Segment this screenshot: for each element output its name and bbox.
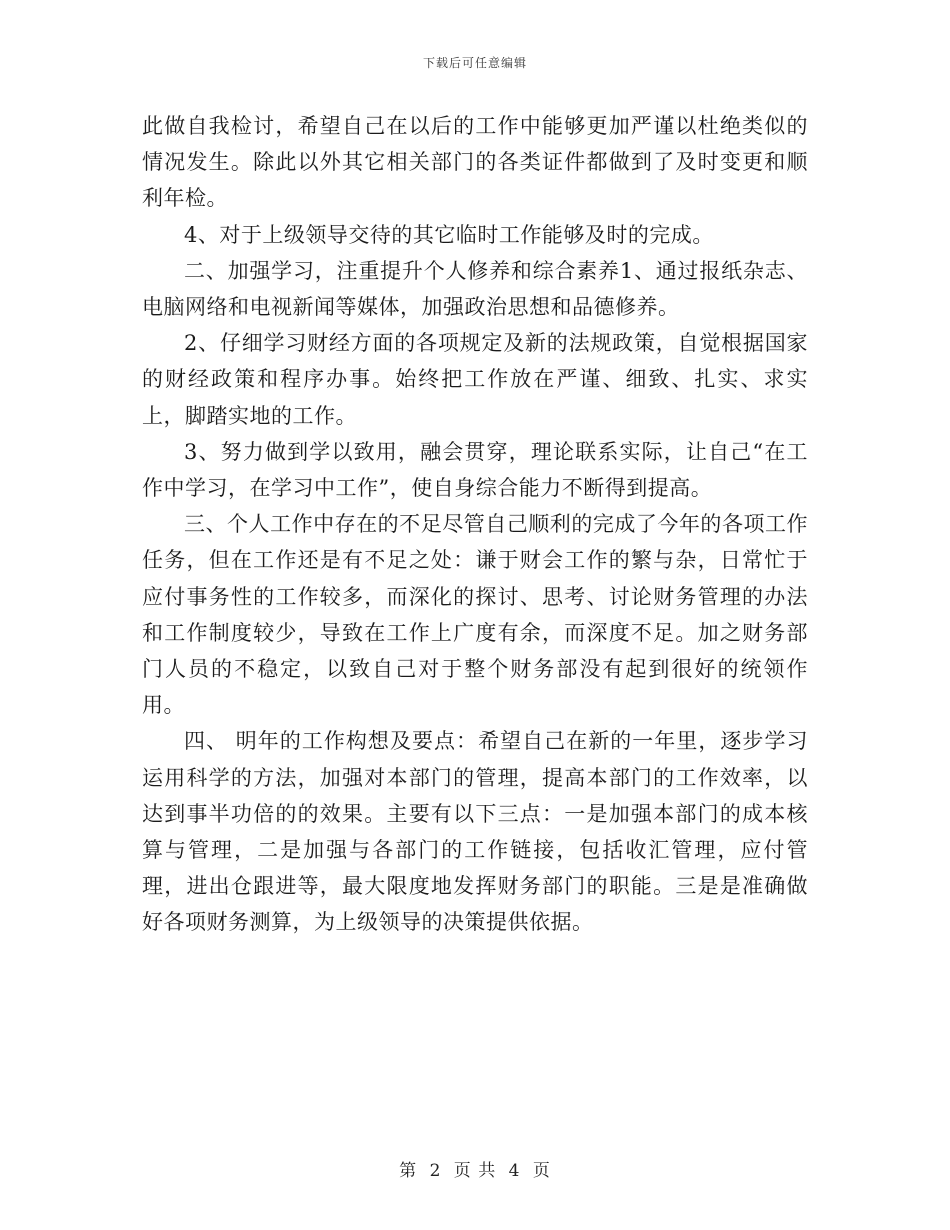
- paragraph: 三、个人工作中存在的不足尽管自己顺利的完成了今年的各项工作任务，但在工作还是有不足之处：谦于财会工作的繁与杂，日常忙于应付事务性的工作较多，而深化的探讨、思考、讨论财务管理的办法和工作制度较少，导致在工作上广度有余，而深度不足。加之财务部门人员的不稳定，以致自己对于整个财务部没有起到很好的统领作用。: [142, 512, 808, 718]
- page-number-footer: [0, 1156, 950, 1181]
- paragraph: 四、 明年的工作构想及要点：希望自己在新的一年里，逐步学习运用科学的方法，加强对本部门的管理，提高本部门的工作效率，以达到事半功倍的的效果。主要有以下三点：一是加强本部门的成本核算与管理，二是加强与各部门的工作链接，包括收汇管理，应付管理，进出仓跟进等，最大限度地发挥财务部门的职能。三是是准确做好各项财务测算，为上级领导的决策提供依据。: [142, 729, 808, 935]
- paragraph: 3、努力做到学以致用，融会贯穿，理论联系实际，让自己“在工作中学习，在学习中工作”，使自身综合能力不断得到提高。: [142, 439, 808, 501]
- page-suffix: 页: [532, 1161, 551, 1181]
- page-total: 4: [508, 1161, 521, 1181]
- header-note: 下载后可任意编辑: [422, 56, 527, 70]
- paragraph: 二、加强学习，注重提升个人修养和综合素养1、通过报纸杂志、电脑网络和电视新闻等媒体，加强政治思想和品德修养。: [142, 258, 808, 320]
- page-mid: 页 共: [453, 1161, 497, 1181]
- page-prefix: 第: [399, 1161, 418, 1181]
- page-current: 2: [429, 1161, 442, 1181]
- paragraph: 4、对于上级领导交待的其它临时工作能够及时的完成。: [184, 222, 714, 247]
- paragraph: 此做自我检讨，希望自己在以后的工作中能够更加严谨以杜绝类似的情况发生。除此以外其它相关部门的各类证件都做到了及时变更和顺利年检。: [142, 114, 808, 211]
- paragraph: 2、仔细学习财经方面的各项规定及新的法规政策，自觉根据国家的财经政策和程序办事。始终把工作放在严谨、细致、扎实、求实上，脚踏实地的工作。: [142, 331, 808, 428]
- document-body: [142, 108, 808, 941]
